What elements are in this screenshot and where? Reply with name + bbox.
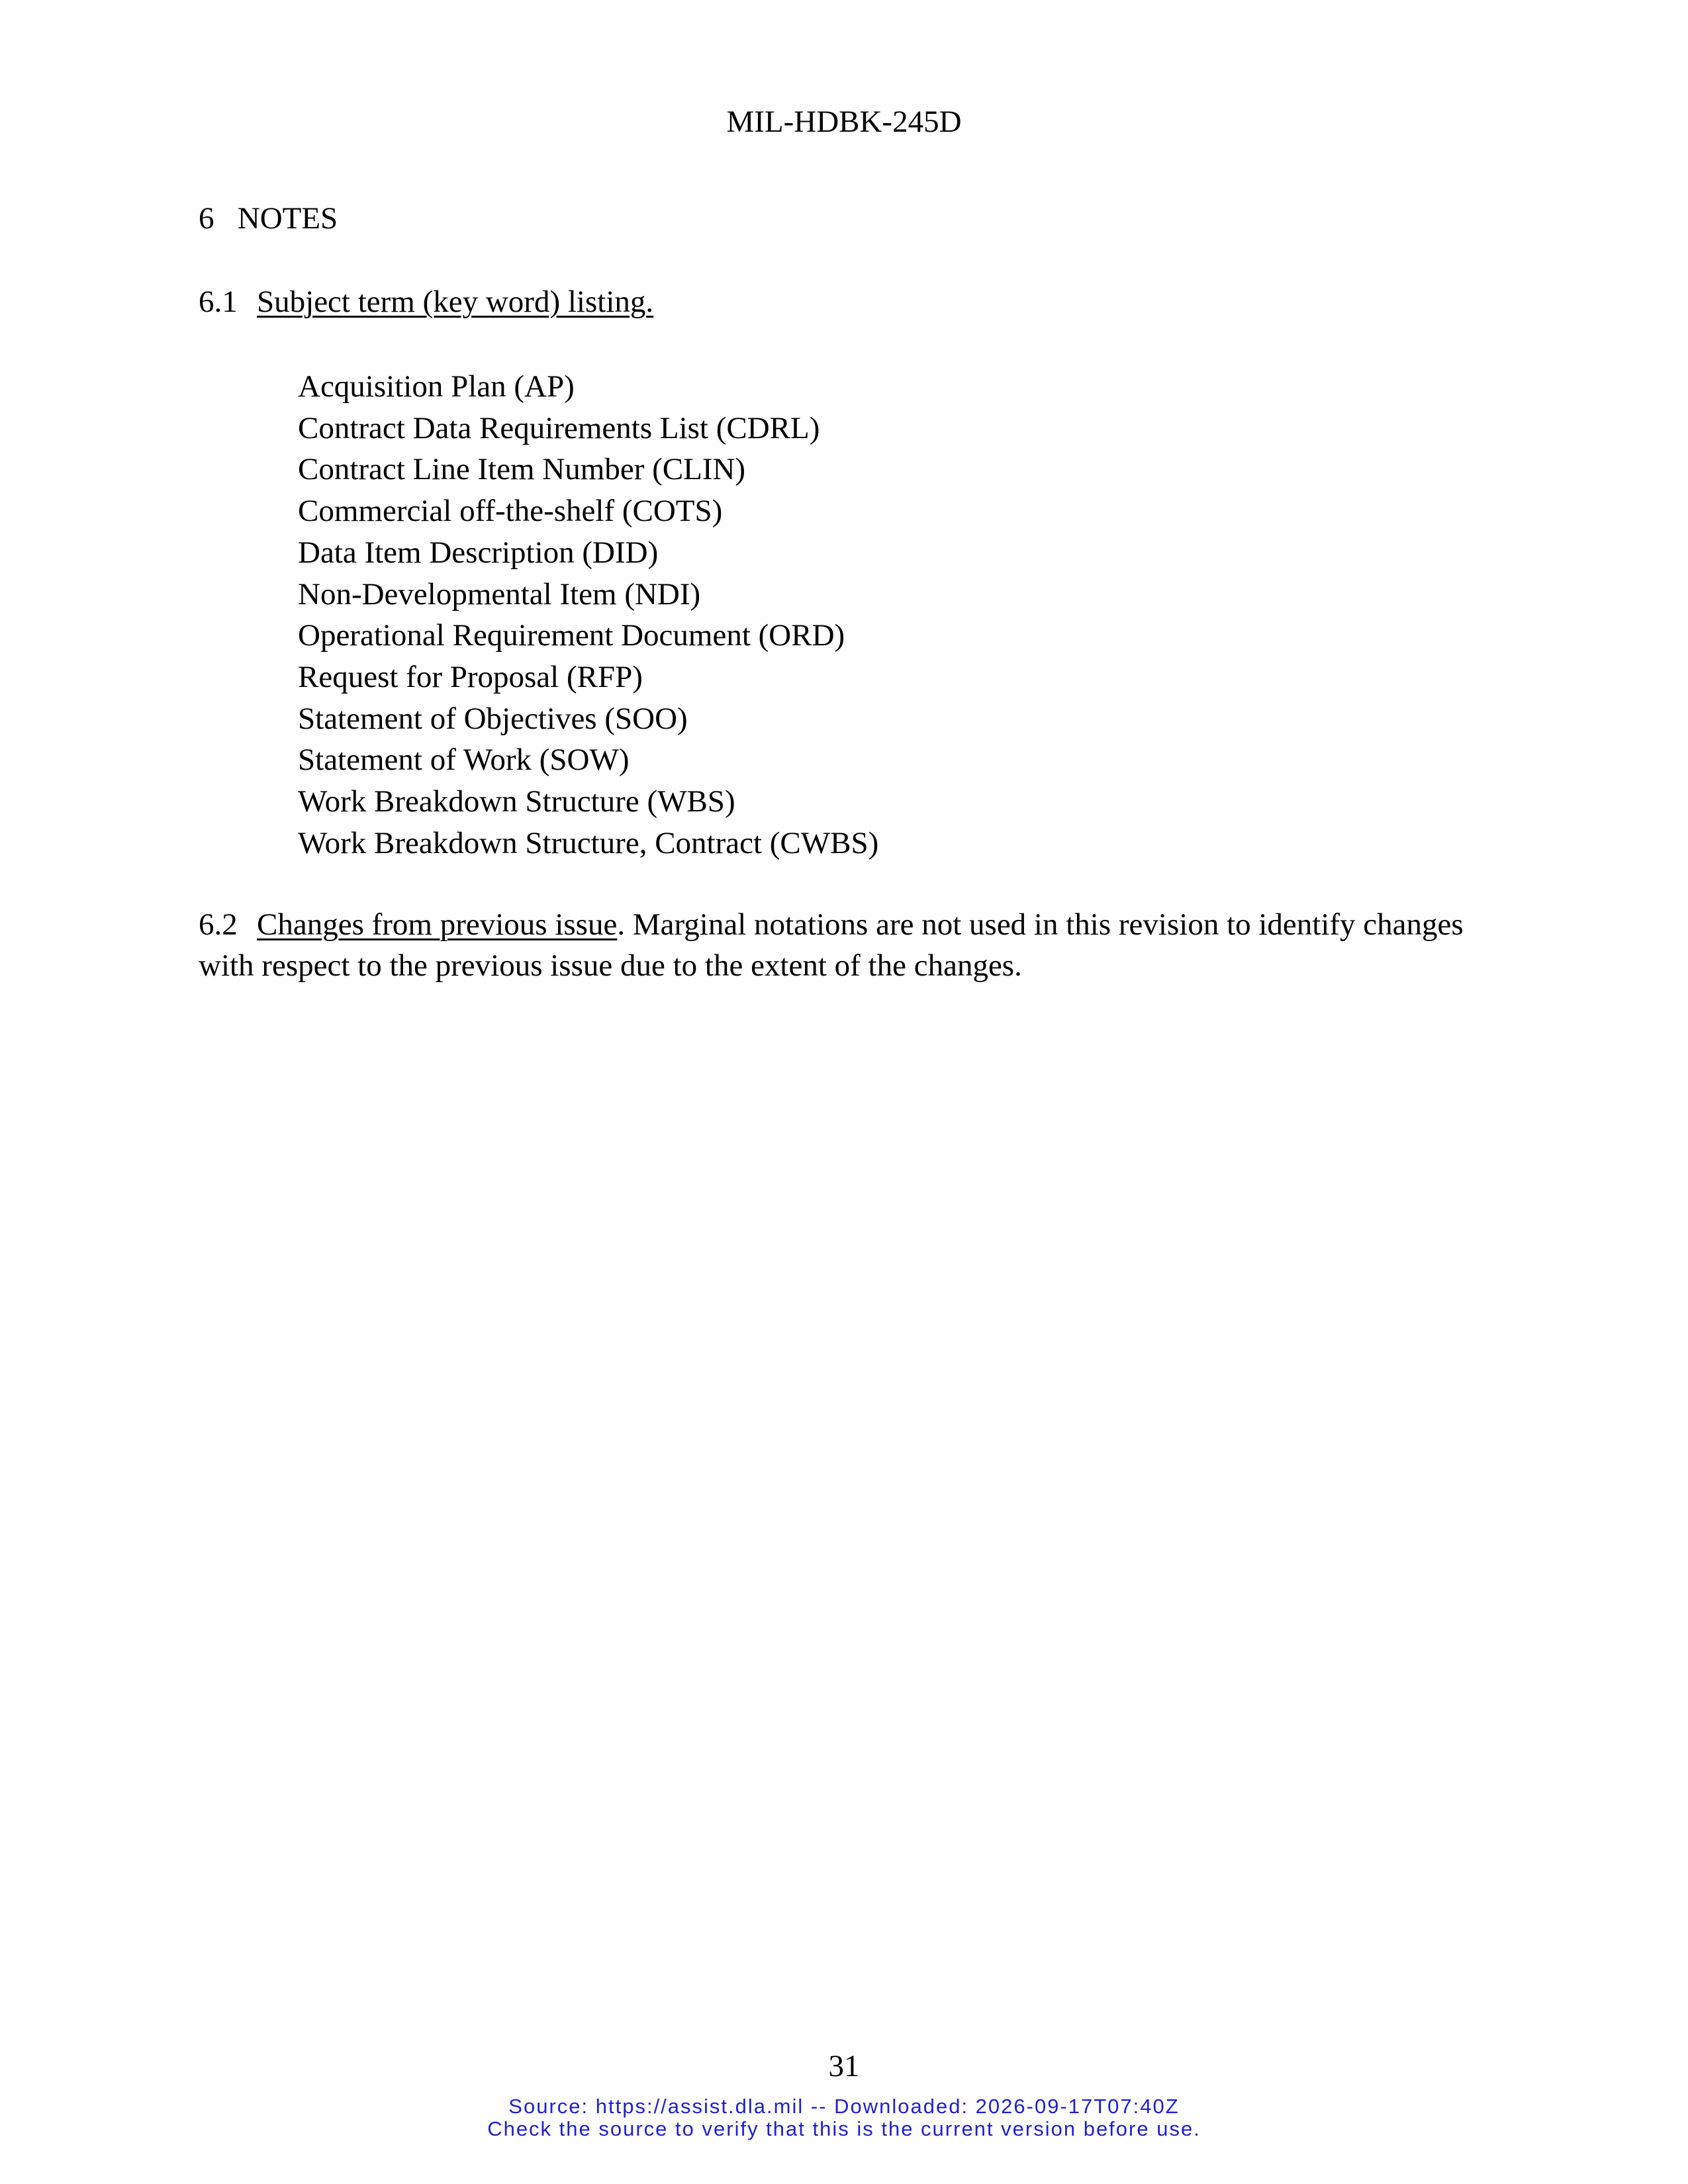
subsection-6-2-body: . Marginal notations are not used in this revision to identify changes with respect to the previous issue due to the extent of the changes. (199, 907, 1464, 983)
term-item: Acquisition Plan (AP) (298, 369, 575, 404)
verify-line: Check the source to verify that this is the current version before use. (487, 2117, 1201, 2140)
term-item: Commercial off-the-shelf (COTS) (298, 494, 723, 529)
term-item: Statement of Work (SOW) (298, 743, 630, 778)
term-item: Non-Developmental Item (NDI) (298, 576, 701, 612)
term-item: Work Breakdown Structure, Contract (CWBS) (298, 825, 879, 860)
section-number: 6 (199, 201, 214, 236)
section-title: NOTES (237, 201, 338, 236)
term-item: Statement of Objectives (SOO) (298, 701, 688, 736)
subsection-6-1-heading (199, 283, 653, 320)
subsection-6-2-title: Changes from previous issue (257, 907, 618, 942)
subsection-6-1-number: 6.1 (199, 285, 238, 319)
source-footer (0, 2095, 1688, 2140)
subsection-6-2-number: 6.2 (199, 907, 238, 942)
page-number: 31 (828, 2049, 860, 2083)
term-item: Contract Line Item Number (CLIN) (298, 452, 746, 487)
term-item: Data Item Description (DID) (298, 535, 659, 570)
subject-term-list (298, 366, 878, 864)
term-item: Operational Requirement Document (ORD) (298, 618, 845, 653)
source-line: Source: https://assist.dla.mil -- Downloaded: 2026-09-17T07:40Z (508, 2095, 1180, 2118)
subsection-6-2-paragraph (199, 904, 1496, 986)
document-id-header: MIL-HDBK-245D (726, 105, 962, 139)
section-heading (199, 200, 338, 237)
term-item: Work Breakdown Structure (WBS) (298, 784, 735, 819)
term-item: Contract Data Requirements List (CDRL) (298, 410, 820, 445)
subsection-6-1-title: Subject term (key word) listing. (257, 285, 654, 319)
term-item: Request for Proposal (RFP) (298, 659, 643, 694)
